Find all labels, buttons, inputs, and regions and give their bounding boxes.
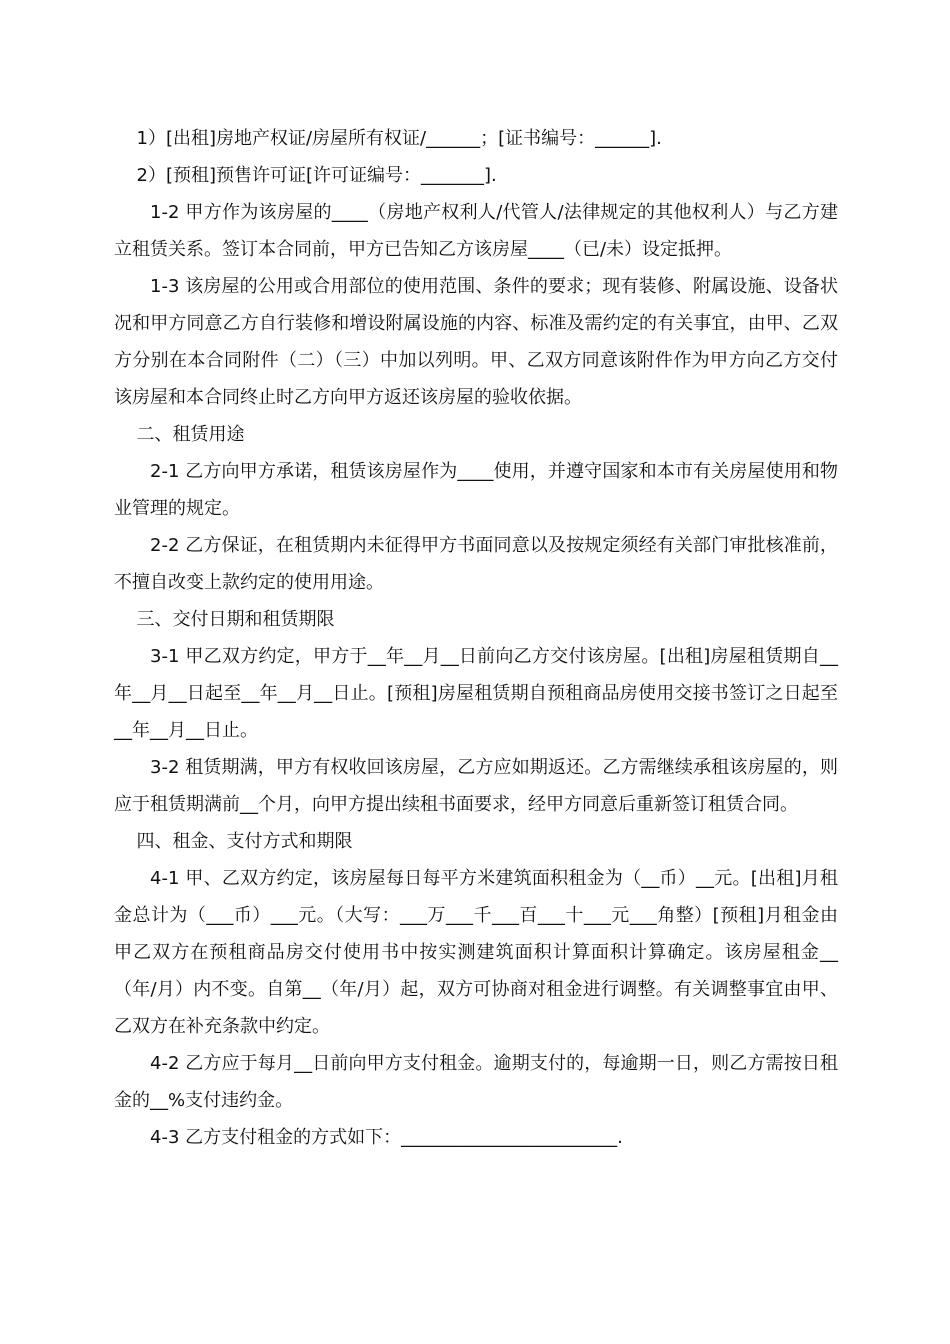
- paragraph-1-1-presale-permit: 2）[预租]预售许可证[许可证编号：_______].: [136, 165, 497, 186]
- paragraph-4-2: 4-2 乙方应于每月__日前向甲方支付租金。逾期支付的，每逾期一日，则乙方需按日租金的__%支付违约金。: [114, 1053, 838, 1111]
- paragraph-2-1: 2-1 乙方向甲方承诺，租赁该房屋作为____使用，并遵守国家和本市有关房屋使用和物业管理的规定。: [114, 461, 838, 519]
- paragraph-1-1-certificate: 1）[出租]房地产权证/房屋所有权证/______；[证书编号：______].: [136, 128, 662, 149]
- paragraph-3-2: 3-2 租赁期满，甲方有权收回该房屋，乙方应如期返还。乙方需继续承租该房屋的，则应于租赁期满前__个月，向甲方提出续租书面要求，经甲方同意后重新签订租赁合同。: [114, 757, 838, 815]
- section-heading-2: 二、租赁用途: [136, 424, 245, 445]
- section-heading-3: 三、交付日期和租赁期限: [136, 609, 335, 630]
- paragraph-3-1: 3-1 甲乙双方约定，甲方于__年__月__日前向乙方交付该房屋。[出租]房屋租赁期自__年__月__日起至__年__月__日止。[预租]房屋租赁期自预租商品房使用交接书签订之日起至__年__月__日止。: [114, 646, 838, 741]
- paragraph-2-2: 2-2 乙方保证，在租赁期内未征得甲方书面同意以及按规定须经有关部门审批核准前，不擅自改变上款约定的使用用途。: [114, 535, 838, 593]
- paragraph-4-1: 4-1 甲、乙双方约定，该房屋每日每平方米建筑面积租金为（__币）__元。[出租]月租金总计为（___币）___元。（大写：___万___千___百___十___元___角整）[预租]月租金由甲乙双方在预租商品房交付使用书中按实测建筑面积计算面积计算确定。该房屋租金__（年/月）内不变。自第__（年/月）起，双方可协商对租金进行调整。有关调整事宜由甲、乙双方在补充条款中约定。: [114, 868, 838, 1037]
- paragraph-1-2: 1-2 甲方作为该房屋的____（房地产权利人/代管人/法律规定的其他权利人）与乙方建立租赁关系。签订本合同前，甲方已告知乙方该房屋____（已/未）设定抵押。: [114, 202, 838, 260]
- paragraph-1-3: 1-3 该房屋的公用或合用部位的使用范围、条件的要求；现有装修、附属设施、设备状况和甲方同意乙方自行装修和增设附属设施的内容、标准及需约定的有关事宜，由甲、乙双方分别在本合同附件（二）（三）中加以列明。甲、乙双方同意该附件作为甲方向乙方交付该房屋和本合同终止时乙方向甲方返还该房屋的验收依据。: [114, 276, 838, 408]
- section-heading-4: 四、租金、支付方式和期限: [136, 831, 353, 852]
- paragraph-4-3: 4-3 乙方支付租金的方式如下：________________________.: [150, 1127, 623, 1148]
- document-body: [114, 120, 838, 1156]
